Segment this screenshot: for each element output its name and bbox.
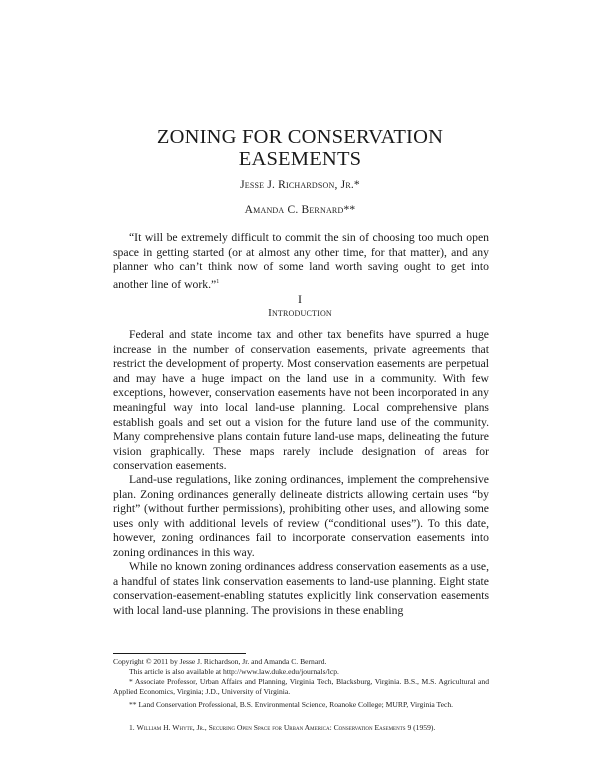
body-paragraph-3: While no known zoning ordinances address conservation easements as a use, a handful of states link conservation easements to land-use planning. Eight state conservation-easement-enabling statutes explicitly link conservation easements with local land-use planning. The provisions in these enabling: [113, 560, 489, 617]
body-paragraph-2: Land-use regulations, like zoning ordinances, implement the comprehensive plan. Zoning ordinances generally delineate districts allowing certain uses “by right” (without further permissions), prohibiting other uses, and allowing some uses only with additional levels of review (“conditional uses”). To this date, however, zoning ordinances fail to incorporate conservation easements into zoning ordinances in this way.: [113, 473, 489, 559]
footnote-divider: [113, 653, 246, 654]
author-2: Amanda C. Bernard**: [244, 204, 356, 216]
footnote-author-2: ** Land Conservation Professional, B.S. Environmental Science, Roanoke College; MURP, Virginia Tech.: [129, 700, 454, 709]
body-paragraph-1: Federal and state income tax and other tax benefits have spurred a huge increase in the number of conservation easements, private agreements that restrict the development of property. Most conservation easements are perpetual and may have a huge impact on the land use in a community. With few exceptions, however, conservation easements have not been incorporated in any meaningful way into local land-use planning. Local comprehensive plans establish goals and set out a vision for the future land use of the community. Many comprehensive plans contain future land-use maps, delineating the future vision graphically. These maps rarely include designation of areas for conservation easements.: [113, 328, 489, 473]
copyright-note: Copyright © 2011 by Jesse J. Richardson, Jr. and Amanda C. Bernard.: [113, 657, 327, 666]
epigraph-text: “It will be extremely difficult to commit the sin of choosing too much open space in getting started (or at almost any other time, for that matter), and any planner who can’t think now of some land worth saving ought to get into another line of work.”: [113, 231, 489, 291]
section-title: Introduction: [268, 307, 332, 319]
availability-note: This article is also available at http://www.law.duke.edu/journals/lcp.: [129, 667, 339, 676]
epigraph-quote: [113, 231, 489, 292]
footnote-1-separator: ,: [204, 723, 209, 732]
author-1: Jesse J. Richardson, Jr.*: [240, 179, 360, 191]
footnote-1: [113, 723, 489, 733]
footnote-1-number: 1.: [129, 723, 137, 732]
footnote-author-1: * Associate Professor, Urban Affairs and Planning, Virginia Tech, Blacksburg, Virginia. B.S., M.S. Agricultural and Applied Economics, Virginia; J.D., University of Virginia.: [113, 677, 489, 697]
footnote-1-title: Securing Open Space for Urban America: Conservation Easements: [208, 723, 406, 732]
section-number: I: [298, 292, 302, 306]
title-line-1: ZONING FOR CONSERVATION: [156, 126, 444, 148]
footnote-1-suffix: 9 (1959).: [405, 723, 436, 732]
epigraph-note-mark: 1: [216, 278, 220, 285]
title-line-2: EASEMENTS: [238, 148, 362, 170]
footnote-1-author: William H. Whyte, Jr.: [136, 723, 205, 732]
article-title: [0, 126, 600, 170]
